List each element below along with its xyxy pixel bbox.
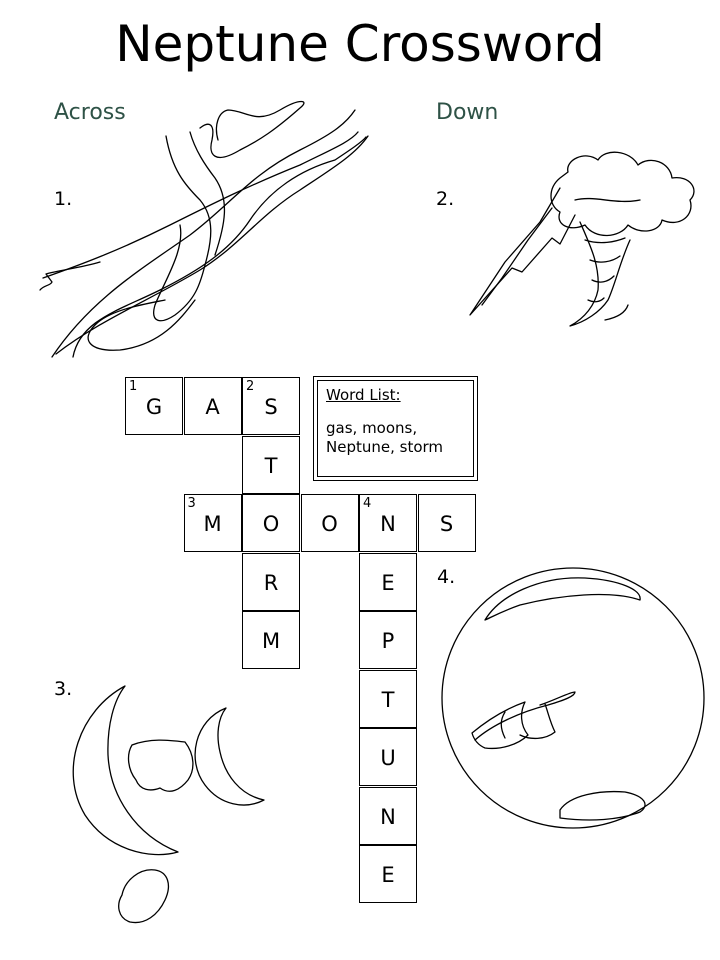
crossword-cell[interactable] [301,494,359,552]
word-list-box [313,376,478,481]
cell-letter: R [263,570,279,595]
cell-letter: O [262,512,280,536]
crossword-cell[interactable] [359,845,417,903]
clue-number-1: 1. [54,188,73,210]
crossword-cell[interactable] [242,611,300,669]
page-title: Neptune Crossword [115,15,605,73]
cell-letter: M [261,629,281,653]
cell-clue-number: 3 [187,496,196,511]
cell-letter: E [381,570,395,595]
clue-number-4: 4. [437,566,456,588]
crossword-cell[interactable] [242,494,300,552]
word-list-line-2: Neptune, storm [326,438,444,456]
word-list-line-1: gas, moons, [326,419,418,437]
word-list-title: Word List: [326,386,401,404]
cell-letter: E [381,863,395,887]
crossword-cell[interactable] [359,670,417,728]
crossword-cell[interactable] [359,611,417,669]
cell-letter: M [203,512,222,536]
cell-letter: P [381,629,395,653]
crossword-cell[interactable] [359,728,417,786]
cell-clue-number: 2 [246,379,255,394]
crossword-cell[interactable] [242,377,300,435]
cell-letter: A [205,395,220,419]
crossword-cell[interactable] [359,494,417,552]
crossword-cell[interactable] [242,553,300,611]
across-heading: Across [54,100,126,125]
crossword-cell[interactable] [359,553,417,611]
crossword-cell[interactable] [125,377,183,435]
cell-clue-number: 1 [129,379,138,394]
cell-letter: N [380,804,396,829]
cell-letter: T [381,687,395,712]
crossword-cell[interactable] [242,436,300,494]
crossword-cell[interactable] [359,787,417,845]
crossword-cell[interactable] [184,377,242,435]
crossword-cell[interactable] [418,494,476,552]
cell-letter: N [380,512,396,536]
crossword-cell[interactable] [184,494,242,552]
cell-letter: O [321,512,338,536]
cell-letter: S [439,512,454,536]
clue-number-2: 2. [436,188,455,210]
down-heading: Down [436,100,499,125]
clue-number-3: 3. [54,678,73,700]
cell-clue-number: 4 [363,496,372,511]
cell-letter: T [264,453,278,478]
cell-letter: S [264,395,278,419]
cell-letter: U [380,746,396,770]
cell-letter: G [145,395,163,419]
